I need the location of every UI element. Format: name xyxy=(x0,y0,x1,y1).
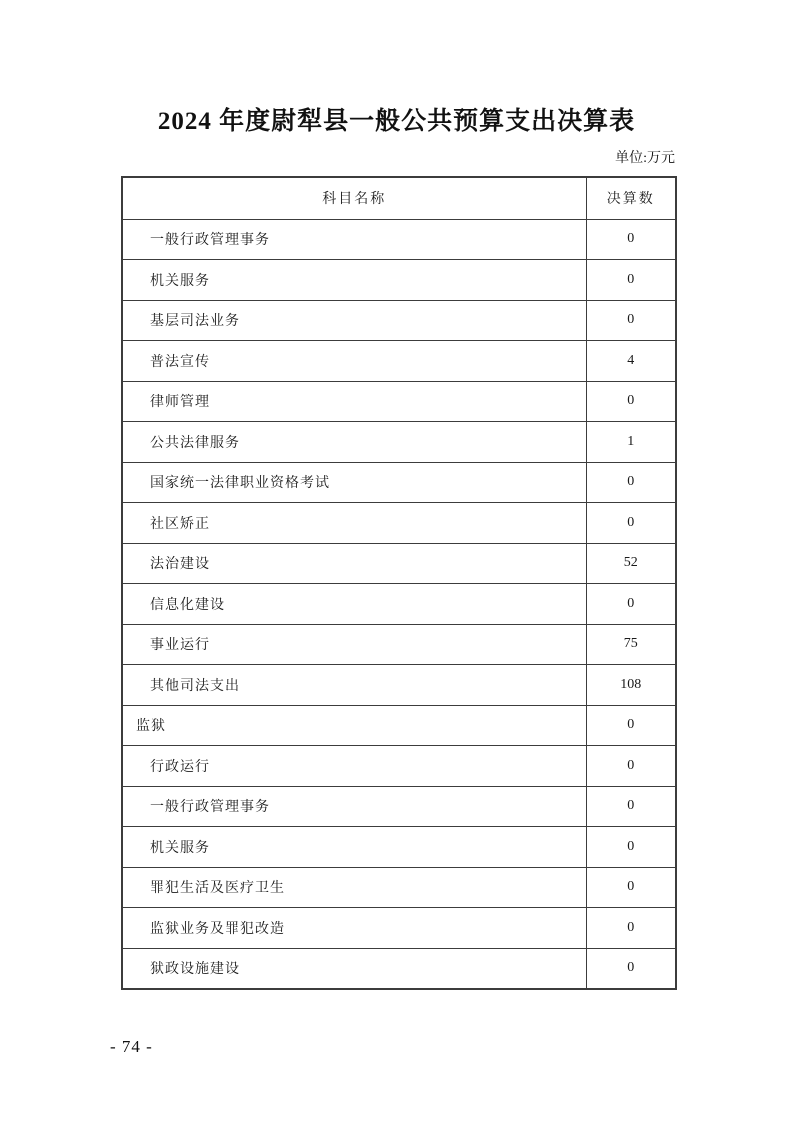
table-row xyxy=(122,503,676,544)
final-amount-cell: 0 xyxy=(586,867,676,908)
header-row xyxy=(122,177,676,219)
subject-name-cell: 行政运行 xyxy=(122,746,586,787)
column-header-final-amount: 决算数 xyxy=(586,177,676,219)
final-amount-cell: 0 xyxy=(586,462,676,503)
final-amount-cell: 0 xyxy=(586,786,676,827)
final-amount-cell: 0 xyxy=(586,260,676,301)
final-amount-cell: 0 xyxy=(586,300,676,341)
table-row xyxy=(122,665,676,706)
final-amount-cell: 52 xyxy=(586,543,676,584)
subject-name-cell: 国家统一法律职业资格考试 xyxy=(122,462,586,503)
subject-name-cell: 机关服务 xyxy=(122,827,586,868)
table-row xyxy=(122,584,676,625)
subject-name-cell: 信息化建设 xyxy=(122,584,586,625)
subject-name-cell: 罪犯生活及医疗卫生 xyxy=(122,867,586,908)
column-header-subject-name: 科目名称 xyxy=(122,177,586,219)
table-row xyxy=(122,300,676,341)
table-row xyxy=(122,462,676,503)
final-amount-cell: 0 xyxy=(586,948,676,989)
table-row xyxy=(122,422,676,463)
subject-name-cell: 其他司法支出 xyxy=(122,665,586,706)
final-amount-cell: 4 xyxy=(586,341,676,382)
unit-note: 单位:万元 xyxy=(615,151,675,166)
final-amount-cell: 0 xyxy=(586,503,676,544)
table-row xyxy=(122,786,676,827)
table-row xyxy=(122,827,676,868)
final-amount-cell: 0 xyxy=(586,219,676,260)
final-amount-cell: 0 xyxy=(586,827,676,868)
table-row xyxy=(122,705,676,746)
page-number: - 74 - xyxy=(110,1037,153,1056)
table-row xyxy=(122,948,676,989)
budget-table-body xyxy=(122,219,676,989)
budget-table xyxy=(121,176,677,990)
table-row xyxy=(122,543,676,584)
table-row xyxy=(122,867,676,908)
table-row xyxy=(122,624,676,665)
final-amount-cell: 1 xyxy=(586,422,676,463)
subject-name-cell: 社区矫正 xyxy=(122,503,586,544)
final-amount-cell: 0 xyxy=(586,705,676,746)
table-row xyxy=(122,908,676,949)
table-row xyxy=(122,219,676,260)
final-amount-cell: 108 xyxy=(586,665,676,706)
subject-name-cell: 监狱业务及罪犯改造 xyxy=(122,908,586,949)
subject-name-cell: 机关服务 xyxy=(122,260,586,301)
final-amount-cell: 0 xyxy=(586,908,676,949)
table-row xyxy=(122,746,676,787)
subject-name-cell: 一般行政管理事务 xyxy=(122,786,586,827)
subject-name-cell: 律师管理 xyxy=(122,381,586,422)
final-amount-cell: 0 xyxy=(586,381,676,422)
subject-name-cell: 监狱 xyxy=(122,705,586,746)
subject-name-cell: 普法宣传 xyxy=(122,341,586,382)
table-row xyxy=(122,341,676,382)
subject-name-cell: 事业运行 xyxy=(122,624,586,665)
final-amount-cell: 0 xyxy=(586,746,676,787)
table-row xyxy=(122,260,676,301)
page-title: 2024 年度尉犁县一般公共预算支出决算表 xyxy=(157,108,636,135)
subject-name-cell: 法治建设 xyxy=(122,543,586,584)
subject-name-cell: 狱政设施建设 xyxy=(122,948,586,989)
subject-name-cell: 一般行政管理事务 xyxy=(122,219,586,260)
subject-name-cell: 公共法律服务 xyxy=(122,422,586,463)
final-amount-cell: 75 xyxy=(586,624,676,665)
subject-name-cell: 基层司法业务 xyxy=(122,300,586,341)
table-row xyxy=(122,381,676,422)
final-amount-cell: 0 xyxy=(586,584,676,625)
budget-table-header xyxy=(122,177,676,219)
